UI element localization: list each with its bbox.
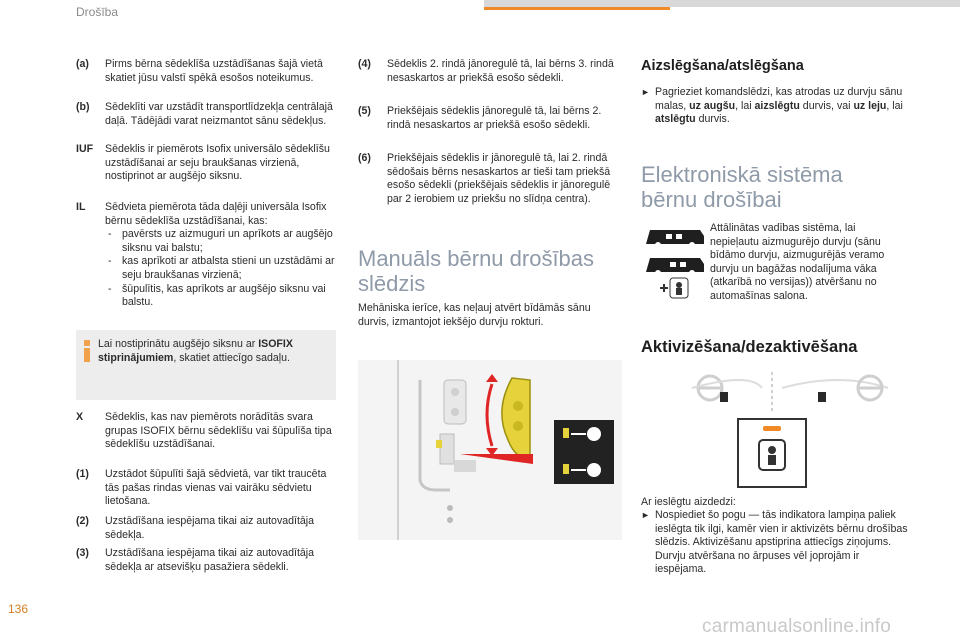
heading-line: Manuāls bērnu drošības [358, 246, 595, 271]
rear-door-van-icon [646, 258, 704, 276]
lock-unlock-instruction [641, 86, 911, 127]
activation-heading: Aktivizēšana/dezaktivēšana [641, 338, 858, 356]
steering-wheel-icon [698, 376, 722, 400]
definition-text: Sēdeklis, kas nav piemērots norādītās svara grupas ISOFIX bērnu sēdeklīšu vai šūpulīša tipa sēdeklīšu uzstādīšanai. [105, 411, 332, 451]
sliding-door-van-icon [646, 230, 704, 248]
definition-x [76, 411, 338, 452]
indicator-lamp [763, 426, 781, 431]
child-lock-icon [660, 278, 688, 298]
definition-2 [76, 515, 338, 542]
definition-key: (3) [76, 547, 89, 559]
definition-text: Sēdeklis ir piemērots Isofix universālo sēdeklīšu uzstādīšanai ar seju braukšanas virzienā, nostiprinot ar augšējo siksnu. [105, 143, 330, 183]
definition-text: Pirms bērna sēdeklīša uzstādīšanas šajā vietā skatiet jūsu valstī spēkā esošos noteikumus. [105, 58, 323, 84]
text-bold: aizslēgtu [754, 99, 800, 112]
text-bold: atslēgtu [655, 113, 696, 126]
steering-wheel-icon [858, 376, 882, 400]
definition-a [76, 58, 338, 85]
definition-key: (4) [358, 58, 371, 70]
page-header-title: Drošība [76, 5, 119, 19]
heading-line: Elektroniskā sistēma [641, 162, 843, 187]
list-item: - šūpulītis, kas aprīkots ar augšējo siksnu vai balstu. [105, 283, 338, 310]
van-icons [642, 222, 706, 302]
door-latch-svg [358, 360, 622, 540]
electronic-lock-description: Attālinātas vadības sistēma, lai nepieļautu aizmugurējo durvju (sānu bīdāmo durvju, aizmugurējās veramo durvju un bagāžas nodalījuma vāka (atkarībā no versijas)) atvēršanu no automašīnas salona. [710, 222, 885, 302]
lock-unlock-heading: Aizslēgšana/atslēgšana [641, 58, 804, 74]
definition-text: Uzstādīšana iespējama tikai aiz autovadītāja sēdekļa ar atsevišķu pasažiera sēdekli. [105, 547, 315, 573]
definition-text: Sēdeklīti var uzstādīt transportlīdzekļa centrālajā daļā. Tādējādi varat neizmantot sānu sēdekļus. [105, 101, 333, 127]
activation-intro: Ar ieslēgtu aizdedzi: [641, 496, 736, 508]
instruction-text: Nospiediet šo pogu — tās indikatora lampiņa paliek ieslēgta tik ilgi, kamēr vien ir aktivizēts bērnu drošības slēdzis. Aktivizēšanu apstiprina attiecīgs ziņojums. Durvju atvēršana no ārpuses vēl joprojām ir iespējama. [655, 509, 908, 576]
info-icon [84, 340, 90, 362]
definition-b [76, 101, 338, 128]
text-span: Pagrieziet komandslēdzi, kas atrodas uz durvju sānu malas, [655, 86, 903, 112]
dashboard-illustration [690, 368, 890, 418]
bullet-arrow-icon: ► [641, 87, 650, 97]
definition-list [105, 228, 338, 310]
page-number: 136 [8, 602, 29, 616]
definition-key: (5) [358, 105, 371, 117]
header-accent-bar [484, 7, 670, 10]
watermark: carmanualsonline.info [702, 616, 892, 637]
definition-text: Sēdeklis 2. rindā jānoregulē tā, lai bērns 3. rindā nesaskartos ar priekšā esošo sēdekli. [387, 58, 614, 84]
definition-key: IL [76, 201, 86, 213]
definition-4 [358, 58, 620, 85]
definition-text: Uzstādot šūpulīti šajā sēdvietā, var tikt traucēta tās pašas rindas vienas vai vairāku sēdvietu lietošana. [105, 468, 327, 508]
info-box [76, 330, 336, 400]
definition-text: Priekšējais sēdeklis ir jānoregulē tā, lai 2. rindā sēdošais bērns nesaskartos ar tieši tam priekšā esošo sēdekli (priekšējais sēdeklis ir jānoregulē par 2 ierobiem uz priekšu no slīdņa centra). [387, 152, 611, 205]
definition-key: (1) [76, 468, 89, 480]
text-span: , lai [886, 99, 903, 112]
child-lock-button-icon [759, 440, 785, 470]
definition-6 [358, 152, 620, 206]
text-bold: uz augšu [689, 99, 736, 112]
door-lock-illustration [358, 360, 622, 540]
manual-lock-heading [358, 246, 622, 296]
definition-key: (2) [76, 515, 89, 527]
definition-text: Sēdvieta piemērota tāda daļēji universāla Isofix bērnu sēdeklīša uzstādīšanai, kas: [105, 201, 327, 227]
definition-key: (b) [76, 101, 90, 113]
heading-line: slēdzis [358, 271, 426, 296]
definition-iuf [76, 143, 338, 184]
activation-instruction [641, 509, 911, 577]
definition-3 [76, 547, 338, 574]
info-text-bold: ISOFIX stiprinājumiem [98, 338, 293, 364]
manual-lock-description: Mehāniska ierīce, kas neļauj atvērt bīdāmās sānu durvis, izmantojot iekšējo durvju rokturi. [358, 302, 591, 328]
definition-key: (6) [358, 152, 371, 164]
info-text-post: , skatiet attiecīgo sadaļu. [173, 351, 290, 364]
info-text-pre: Lai nostiprinātu augšējo siksnu ar [98, 338, 259, 350]
definition-text: Uzstādīšana iespējama tikai aiz autovadītāja sēdekļa. [105, 515, 315, 541]
list-item: - kas aprīkoti ar atbalsta stieni un uzstādāmi ar seju braukšanas virzienā; [105, 255, 338, 282]
heading-line: bērnu drošībai [641, 187, 782, 212]
definition-1 [76, 468, 338, 509]
definition-text: Priekšējais sēdeklis jānoregulē tā, lai bērns 2. rindā nesaskartos ar priekšā esošo sēdekli. [387, 105, 602, 131]
text-span: durvis. [695, 113, 730, 126]
header-bar [484, 0, 960, 7]
definition-key: (a) [76, 58, 89, 70]
text-span: durvis, vai [799, 99, 854, 112]
definition-key: X [76, 411, 84, 423]
bullet-arrow-icon: ► [641, 510, 650, 520]
definition-il [76, 201, 338, 310]
list-item: - pavērsts uz aizmuguri un aprīkots ar augšējo siksnu vai balstu; [105, 228, 338, 255]
text-bold: uz leju [853, 99, 887, 112]
definition-key: IUF [76, 143, 94, 155]
electronic-lock-heading [641, 162, 911, 212]
text-span: , lai [735, 99, 755, 112]
child-lock-button[interactable] [737, 418, 807, 488]
definition-5 [358, 105, 620, 132]
